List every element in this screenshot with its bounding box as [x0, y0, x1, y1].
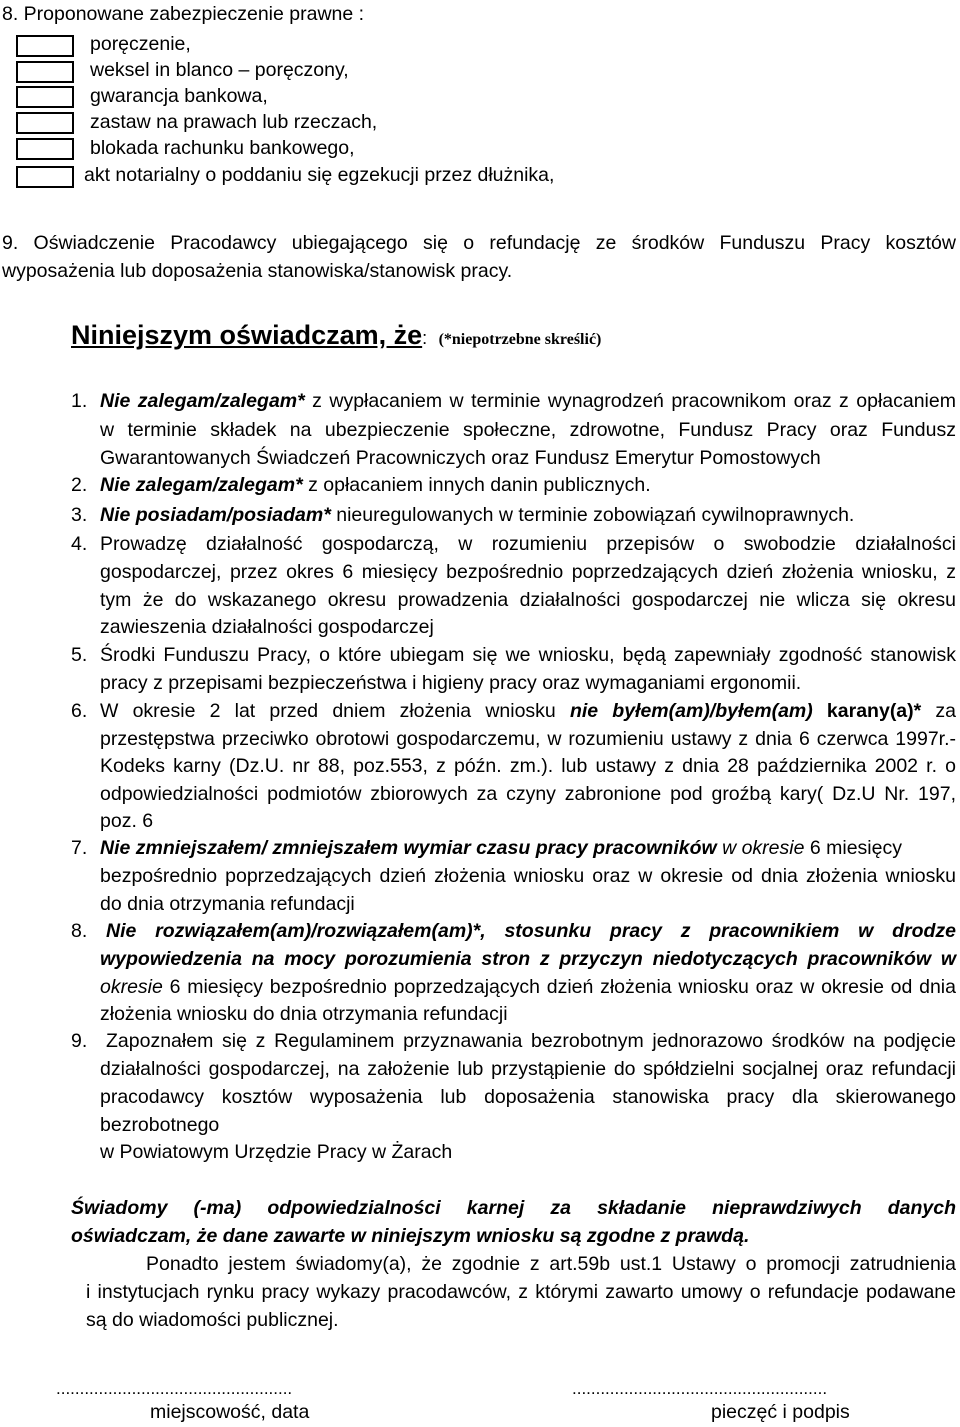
item-6-line: odpowiedzialności podmiotów zbiorowych za czyny zabronione pod groźbą kary( Dz.U Nr. 197, — [100, 783, 956, 805]
item-4-line: Prowadzę działalność gospodarczą, w rozumieniu przepisów o swobodzie działalności — [100, 533, 956, 555]
item-8-italic: okresie — [100, 976, 163, 998]
publicity-paragraph: i instytucjach rynku pracy wykazy pracodawców, z którymi zawarto umowy o refundacje podawane — [86, 1281, 956, 1303]
item-5-line: pracy z przepisami bezpieczeństwa i higieny pracy oraz wymaganiami ergonomii. — [100, 672, 802, 694]
item-number: 5. — [71, 644, 88, 666]
item-number: 8. — [71, 920, 88, 942]
item-8-line: Nie rozwiązałem(am)/rozwiązałem(am)*, stosunku pracy z pracownikiem w drodze — [106, 920, 956, 942]
item-4-line: tym że do wskazanego okresu prowadzenia działalności gospodarczej nie wlicza się okresu — [100, 589, 956, 611]
item-7-line: bezpośrednio poprzedzających dzień złożenia wniosku oraz w okresie od dnia złożenia wniosku — [100, 865, 956, 887]
item-number: 3. — [71, 504, 88, 526]
option-label: zastaw na prawach lub rzeczach, — [90, 111, 378, 133]
item-8-line — [100, 973, 956, 1002]
signature-line-left: .................................................. — [56, 1379, 293, 1398]
signature-line-right: ...................................................... — [572, 1379, 828, 1398]
item-number: 2. — [71, 474, 88, 496]
declaration-heading — [71, 318, 601, 357]
option-label: gwarancja bankowa, — [90, 85, 268, 107]
item-6-bold-italic: nie byłem(am)/byłem(am) — [569, 700, 813, 722]
item-6-text-end: za — [921, 700, 956, 722]
item-6-bold: karany(a)* — [812, 700, 922, 722]
item-9-line: w Powiatowym Urzędzie Pracy w Żarach — [100, 1141, 453, 1163]
item-1-text: z wypłacaniem w terminie wynagrodzeń pracownikom oraz z opłacaniem — [304, 390, 956, 412]
item-2-line — [100, 471, 651, 500]
item-9-line: bezrobotnego — [100, 1114, 220, 1136]
section-9-title-cont: wyposażenia lub doposażenia stanowiska/stanowisk pracy. — [2, 260, 513, 282]
item-8-line: wypowiedzenia na mocy porozumienia stron z przyczyn niedotyczących pracowników w — [100, 948, 956, 970]
item-2-bold: Nie zalegam/zalegam* — [100, 474, 303, 496]
item-number: 6. — [71, 700, 88, 722]
item-6-text: W okresie 2 lat przed dniem złożenia wniosku — [100, 700, 570, 722]
item-6-line — [100, 697, 956, 726]
item-9-line: pracodawcy kosztów wyposażenia lub doposażenia stanowiska pracy dla skierowanego — [100, 1086, 956, 1108]
item-3-line — [100, 501, 854, 530]
item-7-text: 6 miesięcy — [804, 837, 902, 859]
item-7-bold: Nie zmniejszałem/ zmniejszałem wymiar czasu pracy pracowników — [100, 837, 717, 859]
item-7-line — [100, 834, 956, 863]
declaration-heading-text: Niniejszym oświadczam, że — [71, 320, 423, 350]
publicity-paragraph: są do wiadomości publicznej. — [86, 1309, 339, 1331]
checkbox-blokada[interactable] — [16, 138, 74, 160]
item-3-text: nieuregulowanych w terminie zobowiązań cywilnoprawnych. — [330, 504, 855, 526]
item-7-italic: w okresie — [716, 837, 805, 859]
item-number: 7. — [71, 837, 88, 859]
checkbox-zastaw[interactable] — [16, 112, 74, 134]
item-6-line: Kodeks karny (Dz.U. nr 88, poz.553, z późn. zm.). lub ustawy z dnia 28 października 2002 r. o — [100, 755, 956, 777]
item-6-line: poz. 6 — [100, 810, 154, 832]
item-number: 4. — [71, 533, 88, 555]
option-label: akt notarialny o poddaniu się egzekucji przez dłużnika, — [84, 164, 555, 186]
item-1-line: w terminie składek na ubezpieczenie społeczne, zdrowotne, Fundusz Pracy oraz Fundusz — [100, 419, 956, 441]
declaration-colon: : — [422, 328, 428, 348]
option-label: blokada rachunku bankowego, — [90, 137, 355, 159]
stamp-signature-label: pieczęć i podpis — [711, 1401, 850, 1423]
checkbox-weksel[interactable] — [16, 61, 74, 83]
item-6-line: przestępstwa przeciwko obrotowi gospodarczemu, w rozumieniu ustawy z dnia 6 czerwca 1997r.- — [100, 728, 956, 750]
item-1-bold: Nie zalegam/zalegam* — [100, 390, 305, 412]
item-number: 1. — [71, 390, 88, 412]
checkbox-gwarancja[interactable] — [16, 86, 74, 108]
declaration-note: (*niepotrzebne skreślić) — [438, 331, 602, 348]
item-2-text: z opłacaniem innych danin publicznych. — [302, 474, 651, 496]
item-8-text: 6 miesięcy bezpośrednio poprzedzających dzień złożenia wniosku oraz w okresie od dnia — [162, 976, 956, 998]
item-7-line: do dnia otrzymania refundacji — [100, 893, 355, 915]
section-8-title: 8. Proponowane zabezpieczenie prawne : — [2, 3, 365, 25]
place-date-label: miejscowość, data — [150, 1401, 310, 1423]
item-1-line — [100, 387, 956, 416]
publicity-paragraph: Ponadto jestem świadomy(a), że zgodnie z art.59b ust.1 Ustawy o promocji zatrudnienia — [146, 1253, 956, 1275]
item-4-line: gospodarczej, przez okres 6 miesięcy bezpośrednio poprzedzających dzień złożenia wniosku, z — [100, 561, 956, 583]
item-number: 9. — [71, 1030, 88, 1052]
section-9-title: 9. Oświadczenie Pracodawcy ubiegającego się o refundację ze środków Funduszu Pracy kosztów — [2, 232, 956, 254]
item-1-line: Gwarantowanych Świadczeń Pracowniczych oraz Fundusz Emerytur Pomostowych — [100, 447, 821, 469]
checkbox-poreczenie[interactable] — [16, 35, 74, 57]
option-label: poręczenie, — [90, 33, 191, 55]
item-9-line: działalności gospodarczej, na założenie lub przystąpienie do spółdzielni socjalnej oraz refundacji — [100, 1058, 956, 1080]
item-3-bold: Nie posiadam/posiadam* — [100, 504, 331, 526]
liability-statement: Świadomy (-ma) odpowiedzialności karnej za składanie nieprawdziwych danych — [71, 1197, 956, 1219]
item-5-line: Środki Funduszu Pracy, o które ubiegam się we wniosku, będą zapewniały zgodność stanowisk — [100, 644, 956, 666]
checkbox-akt-notarialny[interactable] — [16, 166, 74, 188]
item-4-line: zawieszenia działalności gospodarczej — [100, 616, 434, 638]
option-label: weksel in blanco – poręczony, — [90, 59, 349, 81]
item-8-line: złożenia wniosku do dnia otrzymania refundacji — [100, 1003, 508, 1025]
item-9-line: Zapoznałem się z Regulaminem przyznawania bezrobotnym jednorazowo środków na podjęcie — [106, 1030, 956, 1052]
liability-statement-cont: oświadczam, że dane zawarte w niniejszym wniosku są zgodne z prawdą. — [71, 1225, 750, 1247]
